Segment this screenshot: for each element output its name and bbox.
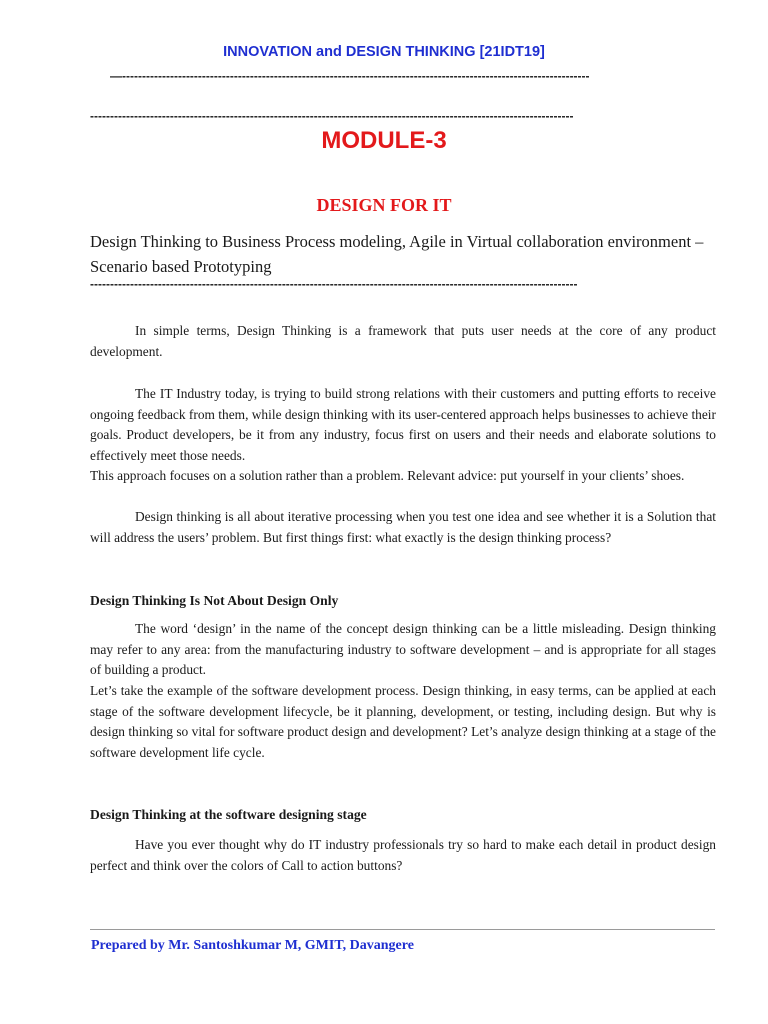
heading-software-designing-stage: Design Thinking at the software designing stage (90, 807, 367, 822)
module-title: MODULE-3 (321, 127, 447, 154)
top-dashed-rule: ------------------------------------------------------------------------------------------------------------------------- (90, 109, 574, 123)
paragraph-word-design: The word ‘design’ in the name of the concept design thinking can be a little misleading. Design thinking may refer to any area: from the manufacturing industry to software development – and is appropriate for all stages of building a product. (90, 621, 716, 677)
subtitle-dashed-rule: -------------------------------------------------------------------------------------------------------------------------- (90, 277, 578, 291)
footer-prepared-by: Prepared by Mr. Santoshkumar M, GMIT, Davangere (91, 938, 414, 953)
header-dashed-rule: —--------------------------------------------------------------------------------------------------------------------- (110, 69, 590, 83)
paragraph-intro: In simple terms, Design Thinking is a framework that puts user needs at the core of any product development. (90, 323, 716, 359)
paragraph-iterative: Design thinking is all about iterative processing when you test one idea and see whether it is a Solution that will address the users’ problem. But first things first: what exactly is the design thinking process? (90, 509, 716, 545)
heading-not-about-design: Design Thinking Is Not About Design Only (90, 593, 339, 608)
paragraph-it-industry: The IT Industry today, is trying to build strong relations with their customers and putting efforts to receive ongoing feedback from them, while design thinking with its user-centered approach helps businesses to achieve their goals. Product developers, be it from any industry, focus first on users and their needs and elaborate solutions to effectively meet those needs. (90, 386, 716, 463)
module-subtitle: Design Thinking to Business Process modeling, Agile in Virtual collaboration environment – Scenario based Prototyping (90, 232, 704, 276)
paragraph-cta-buttons: Have you ever thought why do IT industry professionals try so hard to make each detail in product design perfect and think over the colors of Call to action buttons? (90, 837, 716, 873)
section-title: DESIGN FOR IT (316, 195, 452, 215)
document-header-title: INNOVATION and DESIGN THINKING [21IDT19] (223, 44, 545, 60)
paragraph-software-example: Let’s take the example of the software development process. Design thinking, in easy terms, can be applied at each stage of the software development lifecycle, be it planning, development, or testing, including design. But why is design thinking so vital for software product design and development? Let’s analyze design thinking at a stage of the software development life cycle. (90, 683, 716, 760)
paragraph-approach: This approach focuses on a solution rather than a problem. Relevant advice: put yourself in your clients’ shoes. (90, 468, 685, 483)
footer-rule (90, 929, 715, 930)
